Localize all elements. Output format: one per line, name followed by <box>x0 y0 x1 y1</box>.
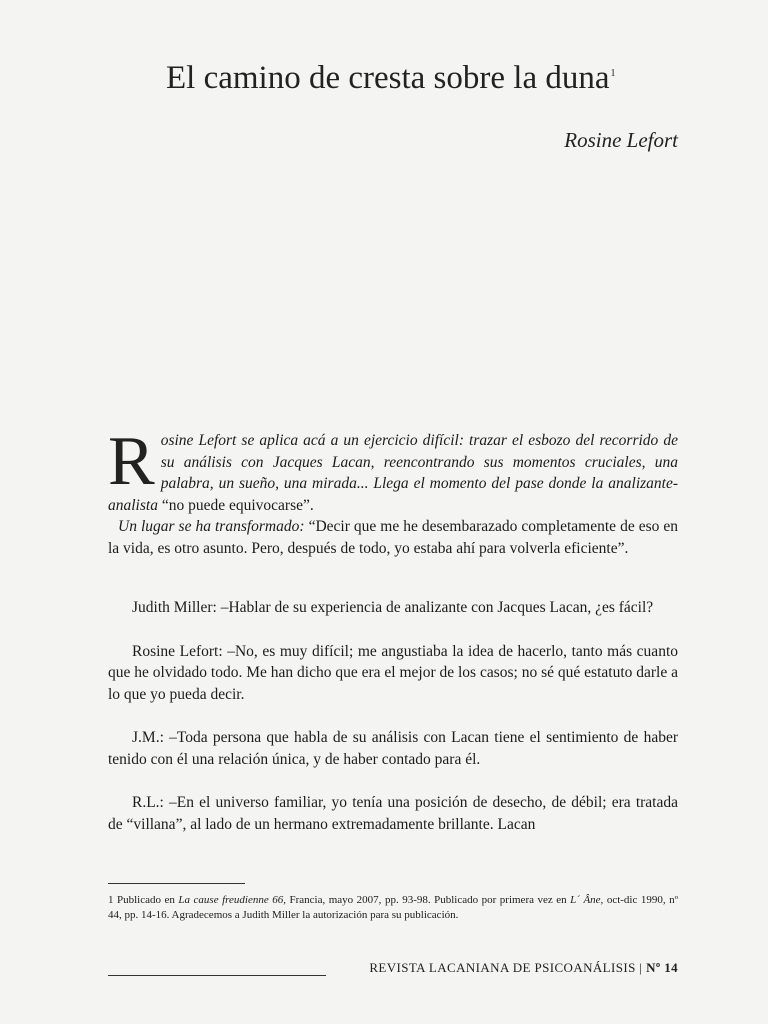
intro-block <box>108 423 679 559</box>
title-footnote-mark: 1 <box>610 68 616 79</box>
article-title <box>166 60 616 96</box>
footnote-journal-2: L´ Âne, <box>570 894 604 906</box>
footnote-journal: La cause freudienne 66, <box>178 894 286 906</box>
intro-quote: “no puede equivocarse”. <box>161 496 314 514</box>
intro-paragraph <box>108 423 678 516</box>
footer-journal: REVISTA LACANIANA DE PSICOANÁLISIS | <box>369 960 643 975</box>
footnote-divider <box>108 883 245 884</box>
dialogue-paragraph: Judith Miller: –Hablar de su experiencia de analizante con Jacques Lacan, ¿es fácil? <box>132 599 654 616</box>
intro-quote-2: “Decir que me he desembarazado completamente de eso en la vida, es otro asunto. Pero, después de todo, yo estaba ahí para volverla eficiente”. <box>108 518 679 557</box>
drop-cap: R <box>108 423 155 500</box>
dialogue-paragraph: R.L.: –En el universo familiar, yo tenía una posición de desecho, de débil; era tratada de “villana”, al lado de un hermano extremadamente brillante. Lacan <box>108 794 678 833</box>
title-text: El camino de cresta sobre la duna <box>166 60 610 96</box>
dialogue-block <box>108 597 678 857</box>
dialogue-paragraph: J.M.: –Toda persona que habla de su análisis con Lacan tiene el sentimiento de haber tenido con él una relación única, y de haber contado para él. <box>108 729 678 768</box>
author-name: Rosine Lefort <box>564 128 678 152</box>
intro-italic-lead: Un lugar se ha transformado: <box>118 518 305 535</box>
dialogue-paragraph: Rosine Lefort: –No, es muy difícil; me angustiaba la idea de hacerlo, tanto más cuanto que he olvidado todo. Me han dicho que era el mejor de los casos; no sé qué estatuto darle a lo que yo pueda decir. <box>108 642 678 703</box>
page-footer <box>369 960 678 976</box>
footer-divider <box>108 975 326 976</box>
footnote-post: oct-dic 1990, nº 44, pp. 14-16. Agradecemos a Judith Miller la autorización para su publicación. <box>108 894 679 921</box>
footnote-pre: 1 Publicado en <box>108 894 175 906</box>
footer-issue: Nº 14 <box>646 960 678 975</box>
intro-paragraph-2 <box>108 516 678 559</box>
footnote-mid: Francia, mayo 2007, pp. 93-98. Publicado por primera vez en <box>289 894 567 906</box>
intro-italic-text: osine Lefort se aplica acá a un ejercicio difícil: trazar el esbozo del recorrido de su análisis con Jacques Lacan, reencontrando sus momentos cruciales, una palabra, un sueño, una mirada... Llega el momento del pase donde la analizante-analista <box>108 432 678 514</box>
footnote <box>108 893 678 923</box>
